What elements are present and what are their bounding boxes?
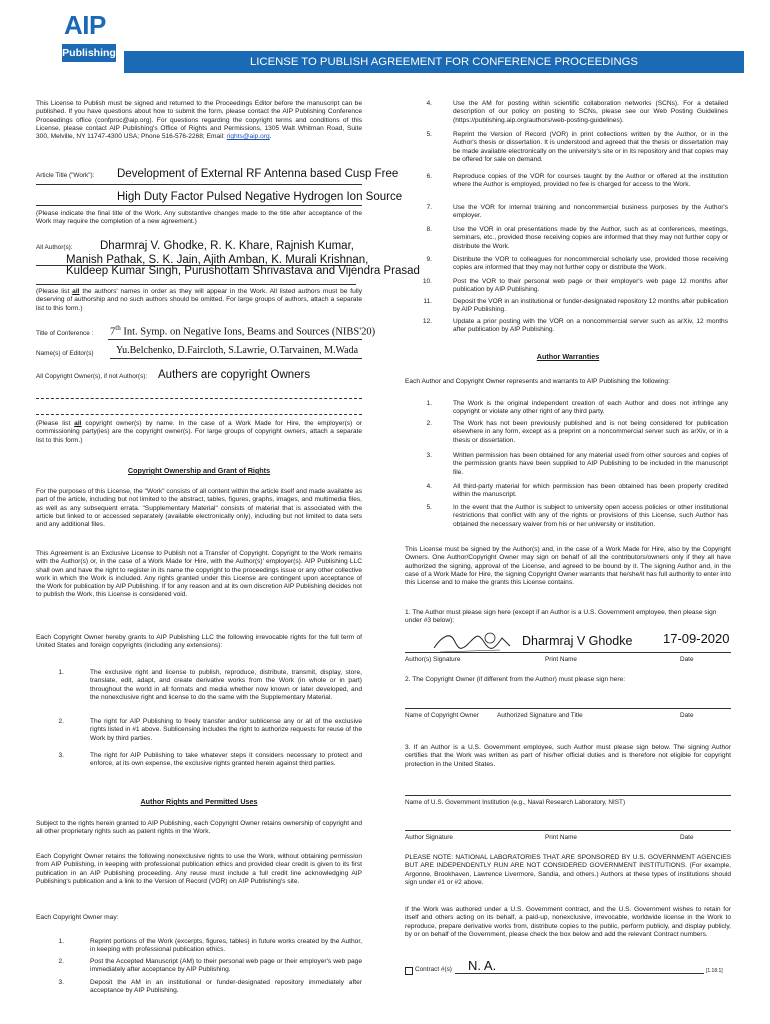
rights-email-link[interactable]: rights@aip.org [226,133,270,141]
article-title-line2[interactable]: High Duty Factor Pulsed Negative Hydrogen Ion Source [117,191,403,203]
aip-logo [62,6,118,68]
national-labs-note: PLEASE NOTE: NATIONAL LABORATORIES THAT ARE SPONSORED BY U.S. GOVERNMENT AGENCIES BUT ARE INDEPENDENTLY RUN ARE NOT CONSIDERED GOVERNMENT INSTITUTIONS. (For example, Argonne, Brookhaven, Lawrence Livermore, Sandia, and others.) Authors at these types of institutions should sign under #1 or #2 above. [405,854,731,886]
author-rights-p3: Each Copyright Owner may: [36,914,119,921]
label-date-1: Date [680,656,694,663]
permitted-use-item-9-num: 9. [426,256,432,263]
permitted-use-item-8-text: Use the VOR in oral presentations made by the Author, such as at conferences, meetings, seminars, etc., provided those receiving copies are informed that they may not further copy or distribute the Work. [453,226,728,250]
permitted-use-item-5-num: 5. [426,131,432,138]
form-version: [1.18.1] [706,968,723,974]
permitted-use-item-6-text: Reproduce copies of the VOR for courses taught by the Author or offered at the institution where the Author is employed, provided no fee is charged for access to the Work. [453,173,728,189]
owners-note-a: (Please list [36,420,75,427]
owners-label: All Copyright Owner(s), if not Author(s): [36,373,148,380]
rights-item-3-text: Deposit the AM in an institutional or funder-designated repository immediately after acceptance by AIP Publishing. [90,979,362,995]
authors-rule2 [36,284,356,285]
rights-item-1-num: 1. [58,938,64,945]
owner-sign-rule [405,708,731,709]
permitted-use-item-7-num: 7. [426,204,432,211]
copyright-heading: Copyright Ownership and Grant of Rights [127,466,271,475]
authors-line1[interactable]: Dharmraj V. Ghodke, R. K. Khare, Rajnish Kumar, [100,240,354,252]
rights-item-1-text: Reprint portions of the Work (excerpts, figures, tables) in future works created by the Author, in keeping with professional publication ethics. [90,938,362,954]
article-title-note: (Please indicate the final title of the Work. Any substantive changes made to the title after acceptance of the Work may require the completion of a new agreement.) [36,210,362,226]
owners-note [36,420,362,445]
authors-line2[interactable]: Manish Pathak, S. K. Jain, Ajith Amban, K. Murali Krishnan, [66,254,369,266]
label-gov-institution: Name of U.S. Government Institution (e.g., Naval Research Laboratory, NIST) [405,799,626,806]
copyright-p2: This Agreement is an Exclusive License to Publish not a Transfer of Copyright. Copyright to the Work remains with the Author(s) or, in the case of a Work Made for Hire, with the Author(s)' employer(s). AIP Publishing LLC shall own and have the right to register in its name the copyright to the proceedings issue or any other collective work in which the Work is included. Any rights granted under this License are contingent upon acceptance of the Work for publication by AIP Publishing. If for any reason and at its own discretion AIP Publishing decides not to publish the Work, this License is considered void. [36,550,362,599]
owners-note-b: copyright owner(s) by name. In the case of a Work Made for Hire, the employer(s) or commissioning party(ies) are the copyright owner(s). For large groups of copyright owners, attach a separate list to this form.) [36,420,362,444]
permitted-use-item-12-text: Update a prior posting with the VOR on a noncommercial server such as arXiv, 12 months after publication by AIP Publishing. [453,318,728,334]
editors-label: Name(s) of Editor(s) [36,350,94,357]
warranty-item-5-text: In the event that the Author is subject to university open access policies or other institutional restrictions that conflict with any of the rights or provisions of this License, such Author has obtained the necessary waiver from his or her university or institution. [453,504,728,528]
warranty-item-3-num: 3. [426,452,432,459]
label-print-name: Print Name [545,656,577,663]
warranty-item-3-text: Written permission has been obtained for any material used from other sources and copies of the permission grants have been supplied to AIP Publishing to be included in the manuscript file. [453,452,728,476]
owners-rule2 [36,414,362,415]
authors-note-all: all [72,288,80,295]
intro-paragraph [36,100,362,141]
warranties-heading: Author Warranties [536,352,600,361]
grant-item-2-text: The right for AIP Publishing to freely transfer and/or sublicense any or all of the exclusive rights listed in #1 above. Sublicensing includes the right to authorize requests for reuse of the Work by third parties. [90,718,362,742]
editors-value[interactable]: Yu.Belchenko, D.Faircloth, S.Lawrie, O.Tarvainen, M.Wada [116,345,359,356]
authors-label: All Author(s): [36,244,73,251]
rights-item-2-text: Post the Accepted Manuscript (AM) to their personal web page or their employer's web page immediately after acceptance by AIP Publishing. [90,958,362,974]
permitted-use-item-9-text: Distribute the VOR to colleagues for noncommercial scholarly use, provided those receiving copies are informed that they may not further copy or distribute the Work. [453,256,728,272]
label-author-signature-gov: Author Signature [405,834,453,841]
conference-label: Title of Conference : [36,330,94,337]
label-copyright-owner: Name of Copyright Owner [405,712,479,719]
label-authorized-signature: Authorized Signature and Title [497,712,583,719]
warranties-intro: Each Author and Copyright Owner represents and warrants to AIP Publishing the following: [405,378,670,385]
warranty-item-4-num: 4. [426,483,432,490]
permitted-use-item-12-num: 12. [422,318,432,325]
header-title: LICENSE TO PUBLISH AGREEMENT FOR CONFERENCE PROCEEDINGS [250,56,638,68]
permitted-use-item-10-text: Post the VOR to their personal web page or their employer's web page 12 months after publication by AIP Publishing. [453,278,728,294]
author-sign-date[interactable]: 17-09-2020 [663,631,730,646]
warranty-item-1-text: The Work is the original independent creation of each Author and does not infringe any copyright or violate any other right of any third party. [453,400,728,416]
article-title-rule1 [36,184,362,185]
owners-rule1 [36,398,362,399]
warranty-item-2-num: 2. [426,420,432,427]
author-sign-rule [405,652,731,653]
label-date-2: Date [680,712,694,719]
logo-bottom: Publishing [62,44,116,62]
authors-line3[interactable]: Kuldeep Kumar Singh, Purushottam Shrivastava and Vijendra Prasad [66,265,420,277]
permitted-use-item-8-num: 8. [426,226,432,233]
label-author-signature: Author(s) Signature [405,656,461,663]
rights-item-3-num: 3. [58,979,64,986]
signing-paragraph: This License must be signed by the Author(s) and, in the case of a Work Made for Hire, also by the Copyright Owners. One Author/Copyright Owner may sign on behalf of all the contributors/owners only if they all have authorized the signing, approval of the License, and agreed to be bound by it. The signing Author and, in the case of a Work Made for Hire, the signing Copyright Owner warrants that he/she/it has full authority to enter into this License and to make the grants this License contains. [405,546,731,587]
article-title-rule2 [36,205,362,206]
conference-rule [108,339,362,340]
author-rights-p1: Subject to the rights herein granted to AIP Publishing, each Copyright Owner retains ownership of copyright and all other proprietary rights such as patent rights in the Work. [36,820,362,836]
permitted-use-item-11-text: Deposit the VOR in an institutional or funder-designated repository 12 months after publication by AIP Publishing. [453,298,728,314]
grant-item-2-num: 2. [58,718,64,725]
rights-item-2-num: 2. [58,958,64,965]
header-bar [124,51,744,73]
authors-note-a: (Please list [36,288,73,295]
author-print-name[interactable]: Dharmraj V Ghodke [522,634,633,648]
contract-label: Contract #(s) [415,966,452,973]
copyright-p1: For the purposes of this License, the "Work" consists of all content within the article itself and made available as part of the article, including but not limited to the abstract, tables, figures, graphs, images, and multimedia files, as well as any subsequent errata. "Supplementary Material" consists of material that is associated with the article but linked to or accessed separately (available electronically only), including but not limited to data sets and any additional files. [36,488,362,529]
authors-note-b: the authors' names in order as they will appear in the Work. All listed authors must be fully deserving of authorship and no such authors should be omitted. For large groups of authors, attach a separate list to this form.) [36,288,362,312]
owner-sign-instruction: 2. The Copyright Owner (if different from the Author) must please sign here: [405,676,626,683]
gov-sign-rule [405,830,731,831]
author-sign-instruction: 1. The Author must please sign here (except if an Author is a U.S. Government employee, then please sign under #3 below): [405,609,717,625]
warranty-item-5-num: 5. [426,504,432,511]
intro-text: This License to Publish must be signed and returned to the Proceedings Editor before the manuscript can be published. If you have questions about how to submit the form, please contact the AIP Publishing Conference Proceedings office (confproc@aip.org). For questions regarding the copyright terms and conditions of this License, please contact AIP Publishing's Office of Rights and Permissions, 1305 Walt Whitman Road, Suite 300, Melville, NY 11747-4300 USA; Phone 516-576-2268; Email: [36,100,362,141]
conference-name: Int. Symp. on Negative Ions, Beams and Sources (NIBS'20) [120,326,376,338]
permitted-use-item-4-num: 4. [426,100,432,107]
permitted-use-item-7-text: Use the VOR for internal training and noncommercial business purposes by the Author's employer. [453,204,728,220]
grant-item-1-num: 1. [58,669,64,676]
grant-item-1-text: The exclusive right and license to publish, reproduce, distribute, transmit, display, store, translate, edit, adapt, and create derivative works from the Work (in whole or in part) throughout the world in all formats and media whether now known or later developed, and the nonexclusive right and license to do the same with the Supplementary Material. [90,669,362,701]
author-rights-p2: Each Copyright Owner retains the following nonexclusive rights to use the Work, without obtaining permission from AIP Publishing, in keeping with professional publication ethics and provided clear credit is given to its first publication in an AIP Publishing proceeding. Any reuse must include a full credit line acknowledging AIP Publishing's publication and a link to the Version of Record (VOR) on AIP Publishing's site. [36,853,362,885]
warranty-item-4-text: All third-party material for which permission has been obtained has been properly credited within the manuscript. [453,483,728,499]
label-date-3: Date [680,834,694,841]
authors-note [36,288,362,313]
contract-rule [455,973,704,974]
warranty-item-1-num: 1. [426,400,432,407]
contract-checkbox[interactable] [405,967,413,975]
contract-value[interactable]: N. A. [468,958,497,973]
owners-value[interactable]: Authers are copyright Owners [158,369,311,381]
conference-ordinal: 7 [110,326,116,338]
article-title-label: Article Title ("Work"): [36,172,95,179]
permitted-use-item-4-text: Use the AM for posting within scientific collaboration networks (SCNs). For a detailed description of our policy on posting to SCNs, please see our Web Posting Guidelines (https://publishing.aip.org/authors/web-posting-guidelines). [453,100,728,124]
grant-item-3-num: 3. [58,752,64,759]
logo-top: AIP [64,10,106,40]
permitted-use-item-5-text: Reprint the Version of Record (VOR) in print collections written by the Author, or in the Author's thesis or dissertation. It is understood and agreed that the thesis or dissertation may be made available electronically on the university's site or in its repository and that copies may be offered for sale on demand. [453,131,728,163]
gov-sign-instruction: 3. If an Author is a U.S. Government employee, such Author must please sign below. The signing Author certifies that the Work was written as part of his/her official duties and is therefore not eligible for copyright protection in the United States. [405,744,731,768]
conference-ordinal-sup: th [115,324,121,332]
permitted-use-item-10-num: 10. [422,278,432,285]
permitted-use-item-11-num: 11. [423,298,432,305]
permitted-use-item-6-num: 6. [426,173,432,180]
article-title-line1[interactable]: Development of External RF Antenna based Cusp Free [117,168,399,180]
conference-value[interactable] [110,324,375,338]
author-rights-heading: Author Rights and Permitted Uses [140,797,258,806]
warranty-item-2-text: The Work has not been previously published and is not being considered for publication elsewhere in any form, except as a preprint on a noncommercial server such as arXiv, or in a thesis or dissertation. [453,420,728,444]
intro-end: . [269,133,272,141]
editors-rule [110,358,362,359]
gov-institution-rule [405,795,731,796]
contract-paragraph: If the Work was authored under a U.S. Government contract, and the U.S. Government wishes to retain for itself and others acting on its behalf, a paid-up, nonexclusive, irrevocable, worldwide license in the Work to reproduce, prepare derivative works from, distribute copies to the public, perform publicly, and display publicly, by or on behalf of the Government, please check the box below and add the relevant Contract numbers. [405,906,731,938]
owners-note-all: all [74,420,82,427]
grant-item-3-text: The right for AIP Publishing to take whatever steps it considers necessary to protect and enforce, at its own expense, the exclusive rights granted herein against third parties. [90,752,362,768]
copyright-p3: Each Copyright Owner hereby grants to AIP Publishing LLC the following irrevocable rights for the full term of United States and foreign copyrights (including any extensions): [36,634,362,650]
label-print-name-gov: Print Name [545,834,577,841]
